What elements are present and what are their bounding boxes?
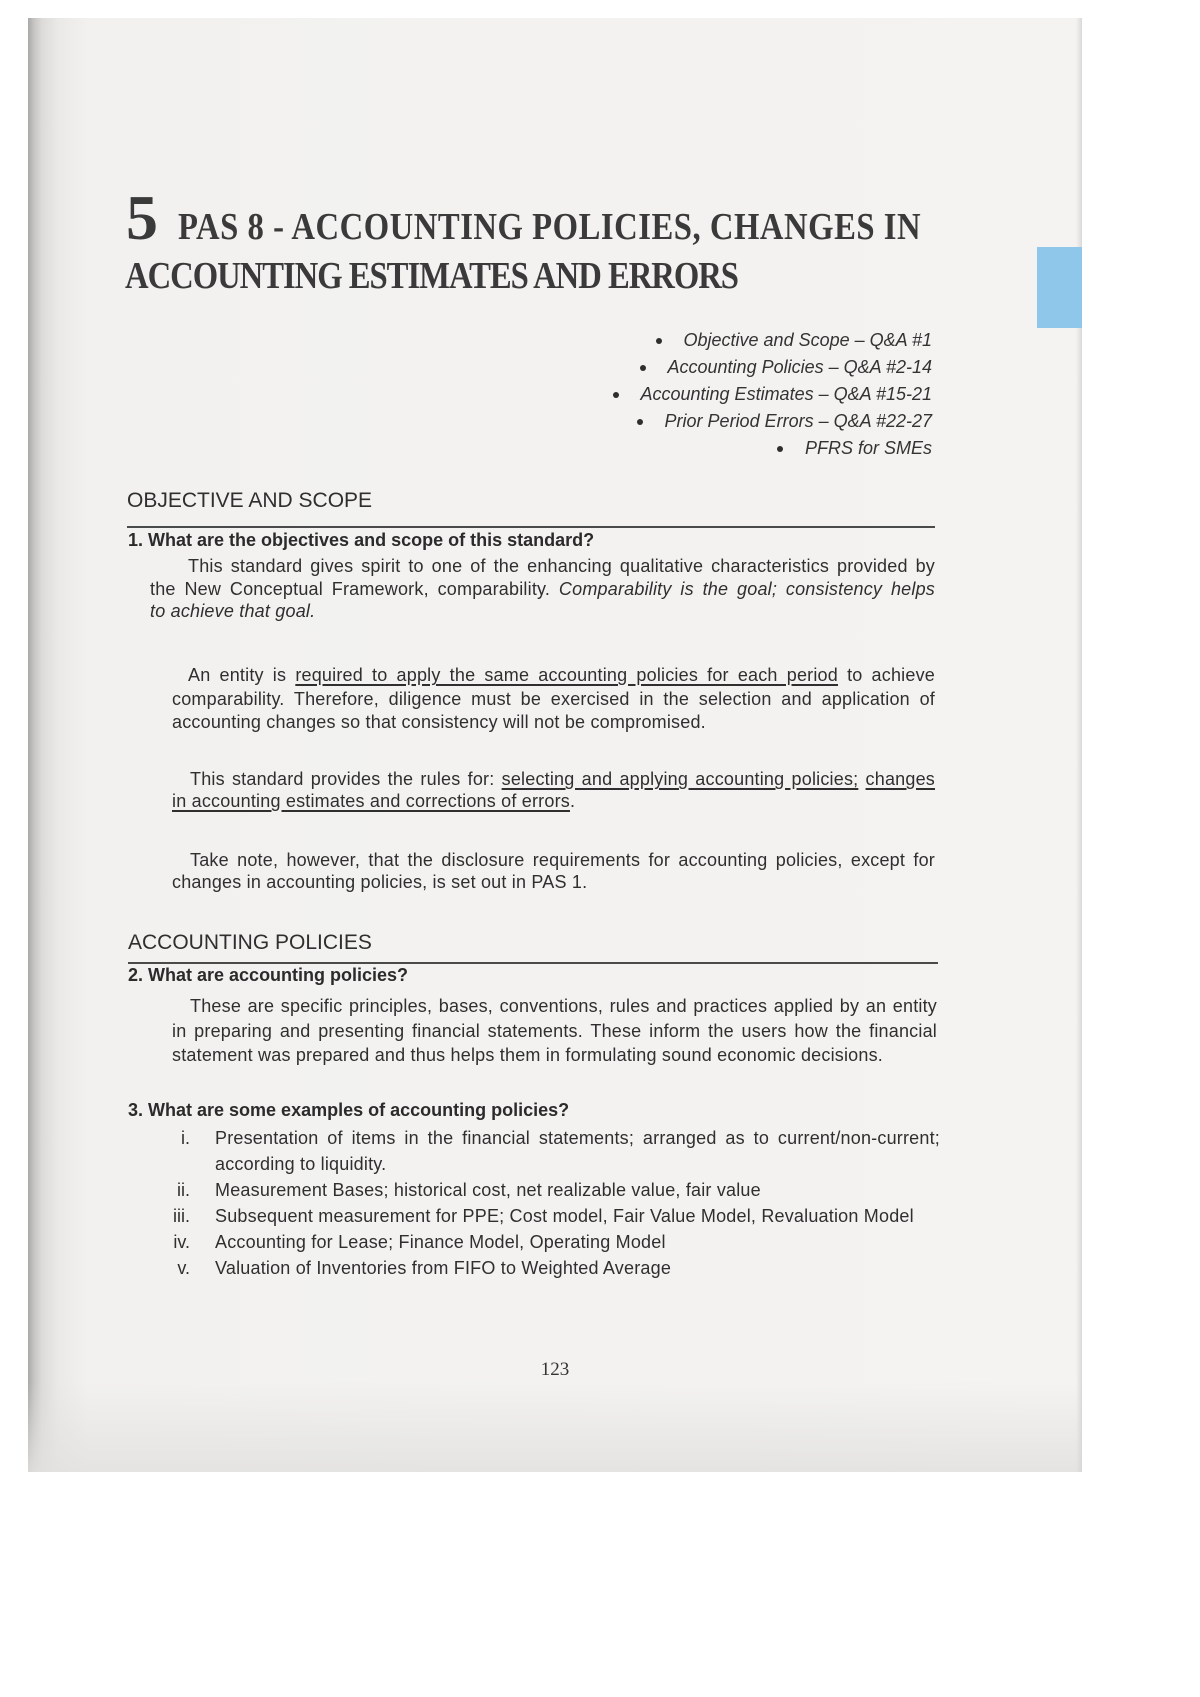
chapter-number: 5 (126, 182, 158, 253)
answer-2-line (172, 1043, 883, 1068)
topic-item (540, 354, 932, 381)
text: These are specific principles, bases, conventions, rules and practices applied by an entity (190, 996, 937, 1016)
paragraph-4-line (172, 871, 587, 893)
underlined-text: in accounting estimates and corrections of errors (172, 791, 570, 811)
chapter-tab-marker (1037, 247, 1082, 328)
bullet-icon (656, 338, 662, 344)
answer-2-line (172, 1019, 937, 1044)
topic-item (540, 435, 932, 462)
underlined-text: required to apply the same accounting policies for each period (295, 665, 838, 685)
topic-item (540, 408, 932, 435)
paragraph-1-line (150, 578, 935, 601)
topic-label: Accounting Policies – Q&A #2-14 (667, 357, 932, 377)
topic-label: Accounting Estimates – Q&A #15-21 (640, 384, 932, 404)
underlined-text: selecting and applying accounting policies; (501, 769, 859, 789)
list-numeral: v. (177, 1258, 190, 1278)
paragraph-2-line (188, 664, 935, 688)
text: the New Conceptual Framework, comparability. (150, 578, 551, 599)
paragraph-1-line (188, 555, 935, 578)
bullet-icon (777, 446, 783, 452)
bullet-icon (637, 419, 643, 425)
bullet-icon (640, 365, 646, 371)
paragraph-3-line (172, 790, 575, 812)
topic-label: PFRS for SMEs (804, 438, 932, 458)
topic-label: Objective and Scope – Q&A #1 (683, 330, 932, 350)
italic-text: to achieve that goal. (150, 601, 316, 621)
question-2: 2. What are accounting policies? (128, 965, 409, 985)
paragraph-2-line (172, 688, 935, 712)
list-numeral: ii. (177, 1180, 190, 1200)
list-item-continuation: according to liquidity. (215, 1154, 387, 1174)
list-item (215, 1125, 940, 1151)
underlined-text: changes (865, 769, 936, 789)
text: accounting changes so that consistency will not be compromised. (172, 712, 706, 732)
section-heading-accounting-policies: ACCOUNTING POLICIES (128, 931, 372, 954)
text: changes in accounting policies, is set out in PAS 1. (172, 872, 588, 892)
text: An entity is (188, 665, 287, 685)
paragraph-4-line (190, 849, 935, 871)
section-heading-objective-and-scope: OBJECTIVE AND SCOPE (127, 489, 373, 512)
paragraph-3-line (190, 768, 935, 790)
list-item: Measurement Bases; historical cost, net realizable value, fair value (215, 1180, 761, 1200)
list-numeral: iv. (173, 1232, 190, 1252)
topic-label: Prior Period Errors – Q&A #22-27 (664, 411, 932, 431)
text: This standard gives spirit to one of the enhancing qualitative characteristics provided by (188, 556, 935, 576)
bullet-icon (613, 392, 619, 398)
text: Take note, however, that the disclosure requirements for accounting policies, except for (190, 850, 935, 870)
answer-2-line (190, 994, 937, 1019)
page-bottom-shadow (28, 1382, 1082, 1472)
paragraph-2-line (172, 711, 706, 735)
list-numeral: iii. (173, 1206, 190, 1226)
question-1: 1. What are the objectives and scope of this standard? (128, 530, 595, 550)
list-item: Accounting for Lease; Finance Model, Operating Model (215, 1232, 666, 1252)
text: statement was prepared and thus helps them in formulating sound economic decisions. (172, 1045, 883, 1065)
list-numeral: i. (181, 1128, 190, 1148)
text: Presentation of items in the financial statements; arranged as to current/non-current; (215, 1128, 940, 1148)
list-item: Subsequent measurement for PPE; Cost model, Fair Value Model, Revaluation Model (215, 1206, 914, 1226)
text: to achieve (847, 665, 936, 685)
chapter-title-line1: PAS 8 - ACCOUNTING POLICIES, CHANGES IN (178, 206, 922, 248)
page-number: 123 (540, 1359, 570, 1380)
page-right-edge (1076, 18, 1082, 1472)
text: comparability. Therefore, diligence must be exercised in the selection and application of (172, 688, 935, 709)
chapter-title-line2: ACCOUNTING ESTIMATES AND ERRORS (125, 255, 738, 297)
italic-text: Comparability is the goal; consistency helps (558, 578, 935, 599)
question-3: 3. What are some examples of accounting policies? (128, 1100, 570, 1120)
topic-item (540, 381, 932, 408)
text: in preparing and presenting financial statements. These inform the users how the financial (172, 1020, 937, 1041)
paragraph-1-line (150, 600, 315, 623)
chapter-topics-list (540, 327, 932, 462)
list-item: Valuation of Inventories from FIFO to Weighted Average (215, 1258, 672, 1278)
topic-item (540, 327, 932, 354)
text: . (570, 791, 576, 811)
text: This standard provides the rules for: (190, 769, 495, 789)
